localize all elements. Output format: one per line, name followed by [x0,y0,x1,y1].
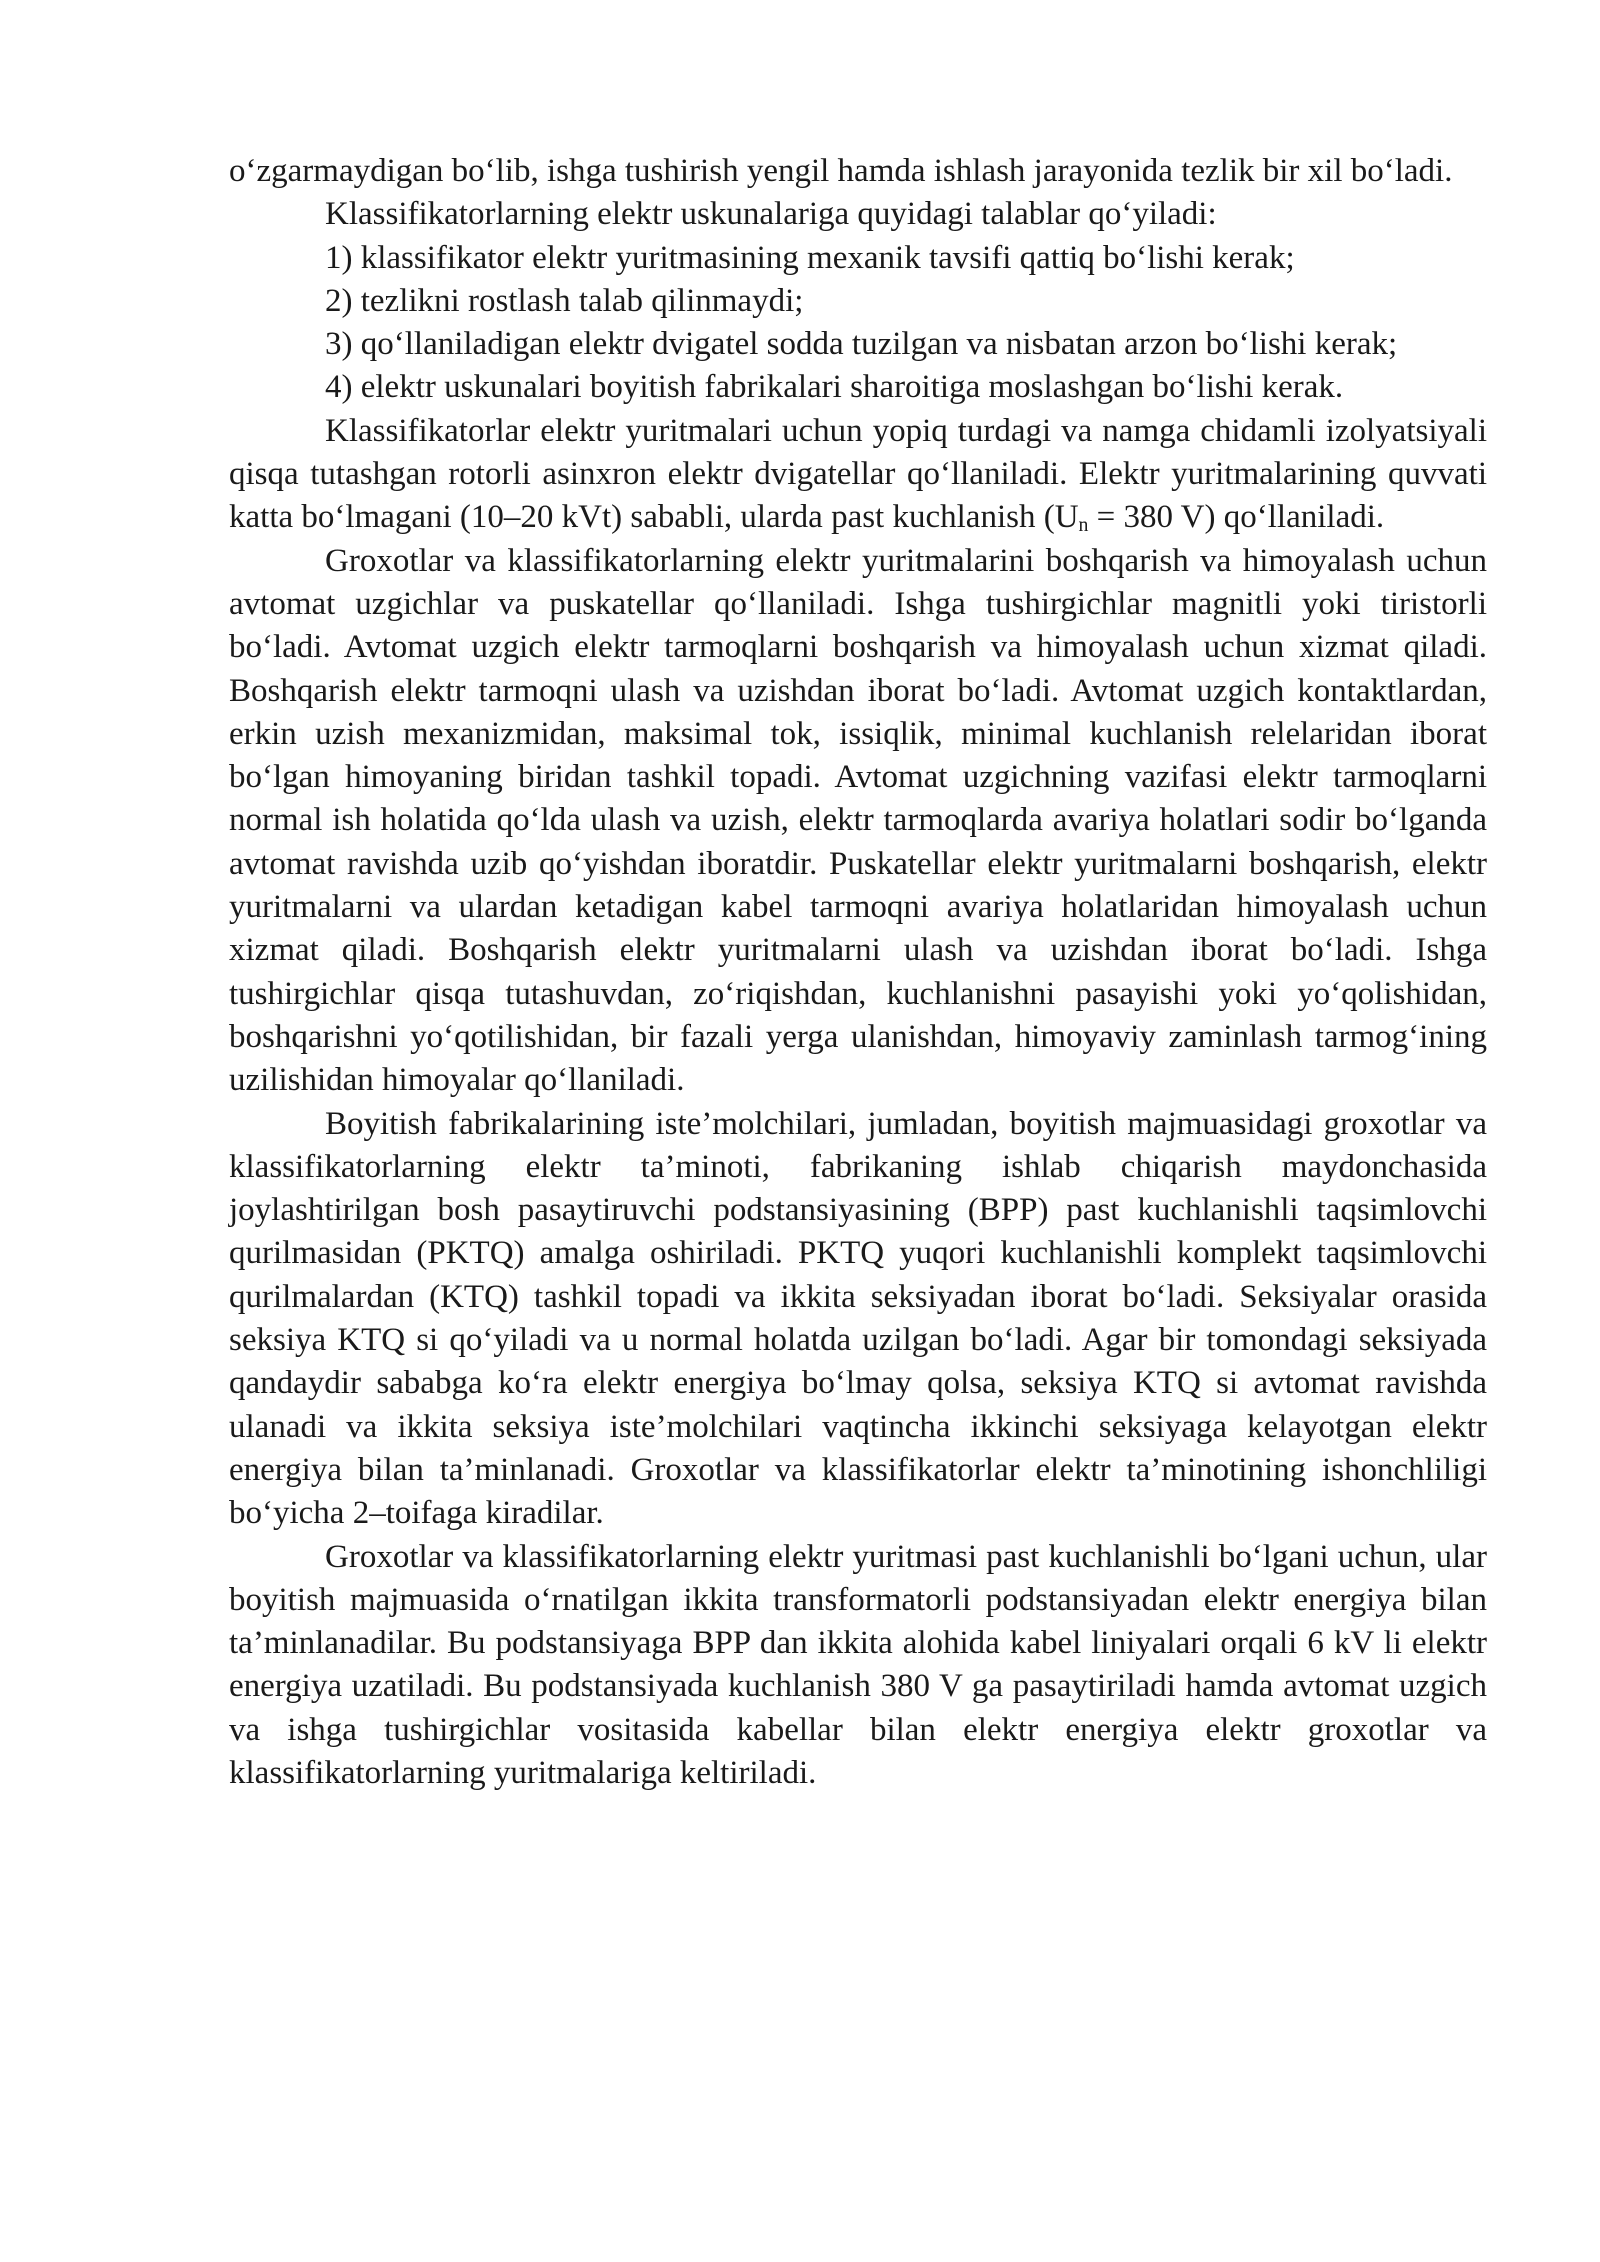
paragraph-motors-text-b: = 380 V) qo‘llaniladi. [1088,499,1385,536]
paragraph-requirements-intro: Klassifikatorlarning elektr uskunalariga quyidagi talablar qo‘yiladi: [325,196,1217,233]
paragraph-continuation: o‘zgarmaydigan bo‘lib, ishga tushirish yengil hamda ishlash jarayonida tezlik bir xil bo‘ladi. [229,153,1453,189]
paragraph-substation: Groxotlar va klassifikatorlarning elektr yuritmasi past kuchlanishli bo‘lgani uchun, ular boyitish majmuasida o‘rnatilgan ikkita transformatorli podstansiyadan elektr energiya bilan ta’minlanadilar. Bu podstansiyaga BPP dan ikkita alohida kabel liniyalari orqali 6 kV li elektr energiya uzatiladi. Bu podstansiyada kuchlanish 380 V ga pasaytiriladi hamda avtomat uzgich va ishga tushirgichlar vositasida kabellar bilan elektr energiya elektr groxotlar va klassifikatorlarning yuritmalariga keltiriladi. [229,1538,1487,1791]
paragraph-protection: Groxotlar va klassifikatorlarning elektr yuritmalarini boshqarish va himoyalash uchun avtomat uzgichlar va puskatellar qo‘llaniladi. Ishga tushirgichlar magnitli yoki tiristorli bo‘ladi. Avtomat uzgich elektr tarmoqlarni boshqarish va himoyalash uchun xizmat qiladi. Boshqarish elektr tarmoqni ulash va uzishdan iborat bo‘ladi. Avtomat uzgich kontaktlardan, erkin uzish mexanizmidan, maksimal tok, issiqlik, minimal kuchlanish relelaridan iborat bo‘lgan himoyaning biridan tashkil topadi. Avtomat uzgichning vazifasi elektr tarmoqlarni normal ish holatida qo‘lda ulash va uzish, elektr tarmoqlarda avariya holatlari sodir bo‘lganda avtomat ravishda uzib qo‘yishdan iboratdir. Puskatellar elektr yuritmalarni boshqarish, elektr yuritmalarni va ulardan ketadigan kabel tarmoqni avariya holatlaridan himoyalash uchun xizmat qiladi. Boshqarish elektr yuritmalarni ulash va uzishdan iborat bo‘ladi. Ishga tushirgichlar qisqa tutashuvdan, zo‘riqishdan, kuchlanishni pasayishi yoki yo‘qolishidan, boshqarishni yo‘qotilishidan, bir fazali yerga ulanishdan, himoyaviy zaminlash tarmog‘ining uzilishidan himoyalar qo‘llaniladi. [229,542,1487,1099]
document-page [229,150,1487,1795]
list-item-2: 2) tezlikni rostlash talab qilinmaydi; [325,282,804,319]
list-item-4: 4) elektr uskunalari boyitish fabrikalari sharoitiga moslashgan bo‘lishi kerak. [325,369,1344,406]
paragraph-motors [229,410,1487,540]
list-item-3: 3) qo‘llaniladigan elektr dvigatel sodda tuzilgan va nisbatan arzon bo‘lishi kerak; [325,326,1398,363]
list-item-1: 1) klassifikator elektr yuritmasining mexanik tavsifi qattiq bo‘lishi kerak; [325,239,1295,276]
paragraph-power-supply: Boyitish fabrikalarining iste’molchilari, jumladan, boyitish majmuasidagi groxotlar va klassifikatorlarning elektr ta’minoti, fabrikaning ishlab chiqarish maydonchasida joylashtirilgan bosh pasaytiruvchi podstansiyasining (BPP) past kuchlanishli taqsimlovchi qurilmasidan (PKTQ) amalga oshiriladi. PKTQ yuqori kuchlanishli komplekt taqsimlovchi qurilmalardan (KTQ) tashkil topadi va ikkita seksiyadan iborat bo‘ladi. Seksiyalar orasida seksiya KTQ si qo‘yiladi va u normal holatda uzilgan bo‘ladi. Agar bir tomondagi seksiyada qandaydir sababga ko‘ra elektr energiya bo‘lmay qolsa, seksiya KTQ si avtomat ravishda ulanadi va ikkita seksiya iste’molchilari vaqtincha ikkinchi seksiyaga kelayotgan elektr energiya bilan ta’minlanadi. Groxotlar va klassifikatorlar elektr ta’minotining ishonchliligi bo‘yicha 2–toifaga kiradilar. [229,1105,1487,1532]
paragraph-motors-text-a: Klassifikatorlar elektr yuritmalari uchun yopiq turdagi va namga chidamli izolyatsiyali qisqa tutashgan rotorli asinxron elektr dvigatellar qo‘llaniladi. Elektr yuritmalarining quvvati katta bo‘lmagani (10–20 kVt) sababli, ularda past kuchlanish (U [229,412,1487,536]
voltage-subscript: n [1078,514,1089,537]
